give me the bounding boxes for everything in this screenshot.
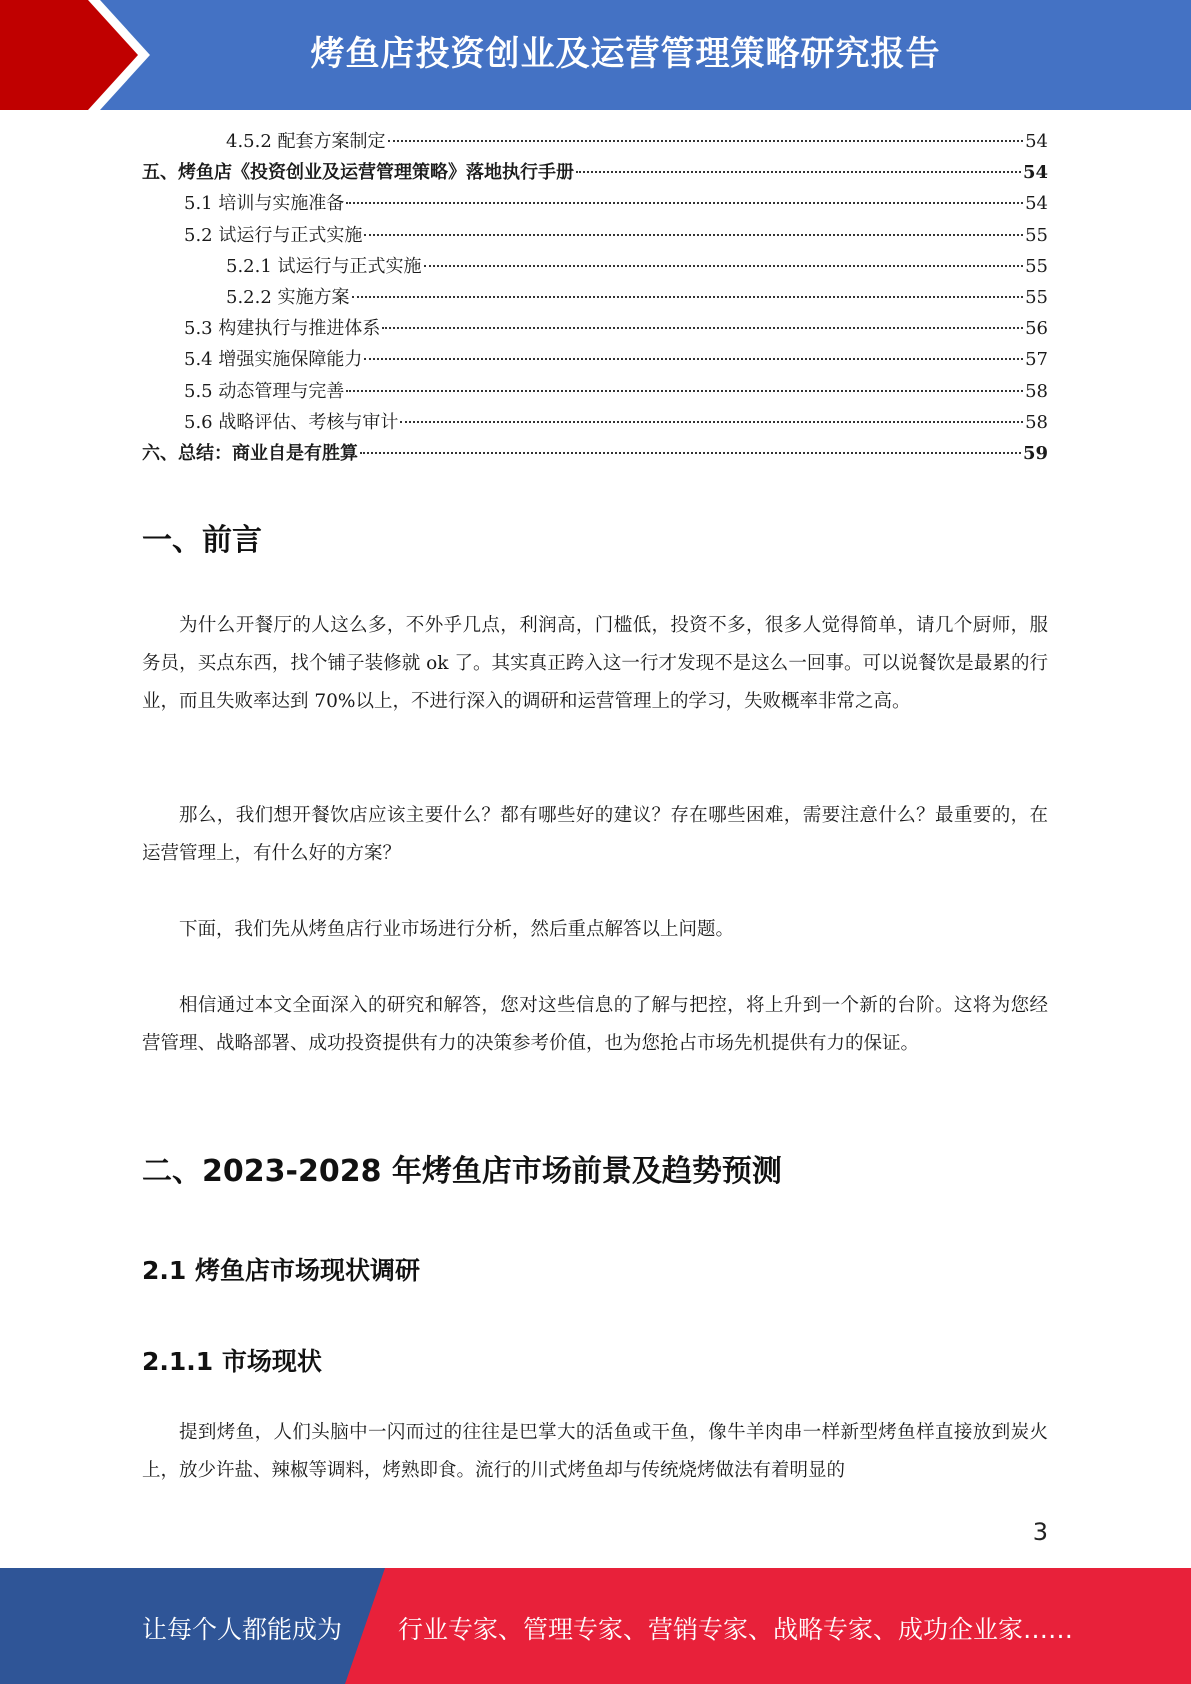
toc-leader-dots [400,421,1023,423]
footer-slogan: 让每个人都能成为 [142,1615,343,1644]
toc-entry-label: 4.5.2 配套方案制定 [226,131,386,152]
toc-entry-label: 5.4 增强实施保障能力 [184,349,363,371]
toc-entry-page: 55 [1025,286,1048,308]
subsection-heading: 2.1 烤鱼店市场现状调研 [142,1256,420,1285]
toc-leader-dots [346,202,1023,204]
toc-leader-dots [360,452,1021,454]
toc-entry-page: 58 [1025,411,1048,433]
page-number: 3 [1032,1518,1048,1546]
section-heading-market-outlook: 二、2023-2028 年烤鱼店市场前景及趋势预测 [142,1154,782,1189]
subsubsection-heading: 2.1.1 市场现状 [142,1347,322,1376]
toc-leader-dots [576,171,1021,173]
toc-leader-dots [364,358,1023,360]
toc-entry[interactable] [142,438,1048,469]
paragraph: 下面，我们先从烤鱼店行业市场进行分析，然后重点解答以上问题。 [179,919,735,940]
toc-leader-dots [424,265,1024,267]
toc-leader-dots [346,390,1023,392]
toc-entry[interactable] [142,407,1048,438]
toc-entry-label: 5.2.1 试运行与正式实施 [226,255,422,277]
toc-entry-label: 五、烤鱼店《投资创业及运营管理策略》落地执行手册 [142,162,574,184]
toc-entry[interactable] [142,188,1048,219]
toc-entry-label: 5.5 动态管理与完善 [184,380,345,402]
toc-entry-page: 54 [1025,131,1048,152]
paragraph: 那么，我们想开餐饮店应该主要什么？都有哪些好的建议？存在哪些困难，需要注意什么？最重要的，在运营管理上，有什么好的方案？ [142,805,1048,864]
toc-entry[interactable] [142,220,1048,251]
toc-leader-dots [382,327,1023,329]
toc-entry-page: 58 [1025,380,1048,402]
toc-entry[interactable] [142,282,1048,313]
toc-leader-dots [364,234,1023,236]
toc-leader-dots [352,296,1024,298]
toc-entry-label: 5.2.2 实施方案 [226,286,350,308]
toc-entry-page: 57 [1025,349,1048,371]
toc-entry-page: 54 [1022,162,1048,184]
toc-leader-dots [388,140,1024,142]
toc-entry-page: 55 [1025,255,1048,277]
toc-entry[interactable] [142,126,1048,157]
report-title: 烤鱼店投资创业及运营管理策略研究报告 [310,34,941,74]
toc-entry[interactable] [142,313,1048,344]
toc-entry-page: 59 [1022,442,1048,464]
toc-entry-label: 5.2 试运行与正式实施 [184,224,363,246]
page-footer [0,1568,1191,1684]
toc-entry-page: 56 [1025,318,1048,340]
toc-entry[interactable] [142,344,1048,375]
toc-entry[interactable] [142,157,1048,188]
toc-entry-page: 54 [1025,193,1048,215]
section-heading-preface: 一、前言 [142,523,262,558]
toc-entry-label: 六、总结：商业自是有胜算 [142,442,358,464]
paragraph: 提到烤鱼，人们头脑中一闪而过的往往是巴掌大的活鱼或干鱼，像牛羊肉串一样新型烤鱼样直接放到炭火上，放少许盐、辣椒等调料，烤熟即食。流行的川式烤鱼却与传统烧烤做法有着明显的 [142,1422,1048,1481]
toc-entry-label: 5.3 构建执行与推进体系 [184,318,381,340]
footer-expert-list: 行业专家、管理专家、营销专家、战略专家、成功企业家…… [398,1615,1074,1644]
table-of-contents [142,126,1048,469]
page-header [0,0,1191,110]
toc-entry[interactable] [142,376,1048,407]
paragraph: 为什么开餐厅的人这么多，不外乎几点，利润高，门槛低，投资不多，很多人觉得简单，请几个厨师，服务员，买点东西，找个铺子装修就 ok 了。其实真正跨入这一行才发现不是这么一回事。可以说餐饮是最累的行业，而且失败率达到 70%以上，不进行深入的调研和运营管理上的学习，失败概率非常之高。 [142,615,1048,712]
toc-entry-label: 5.1 培训与实施准备 [184,193,345,215]
toc-entry-label: 5.6 战略评估、考核与审计 [184,411,399,433]
toc-entry-page: 55 [1025,224,1048,246]
toc-entry[interactable] [142,251,1048,282]
paragraph: 相信通过本文全面深入的研究和解答，您对这些信息的了解与把控，将上升到一个新的台阶。这将为您经营管理、战略部署、成功投资提供有力的决策参考价值，也为您抢占市场先机提供有力的保证。 [142,995,1048,1054]
